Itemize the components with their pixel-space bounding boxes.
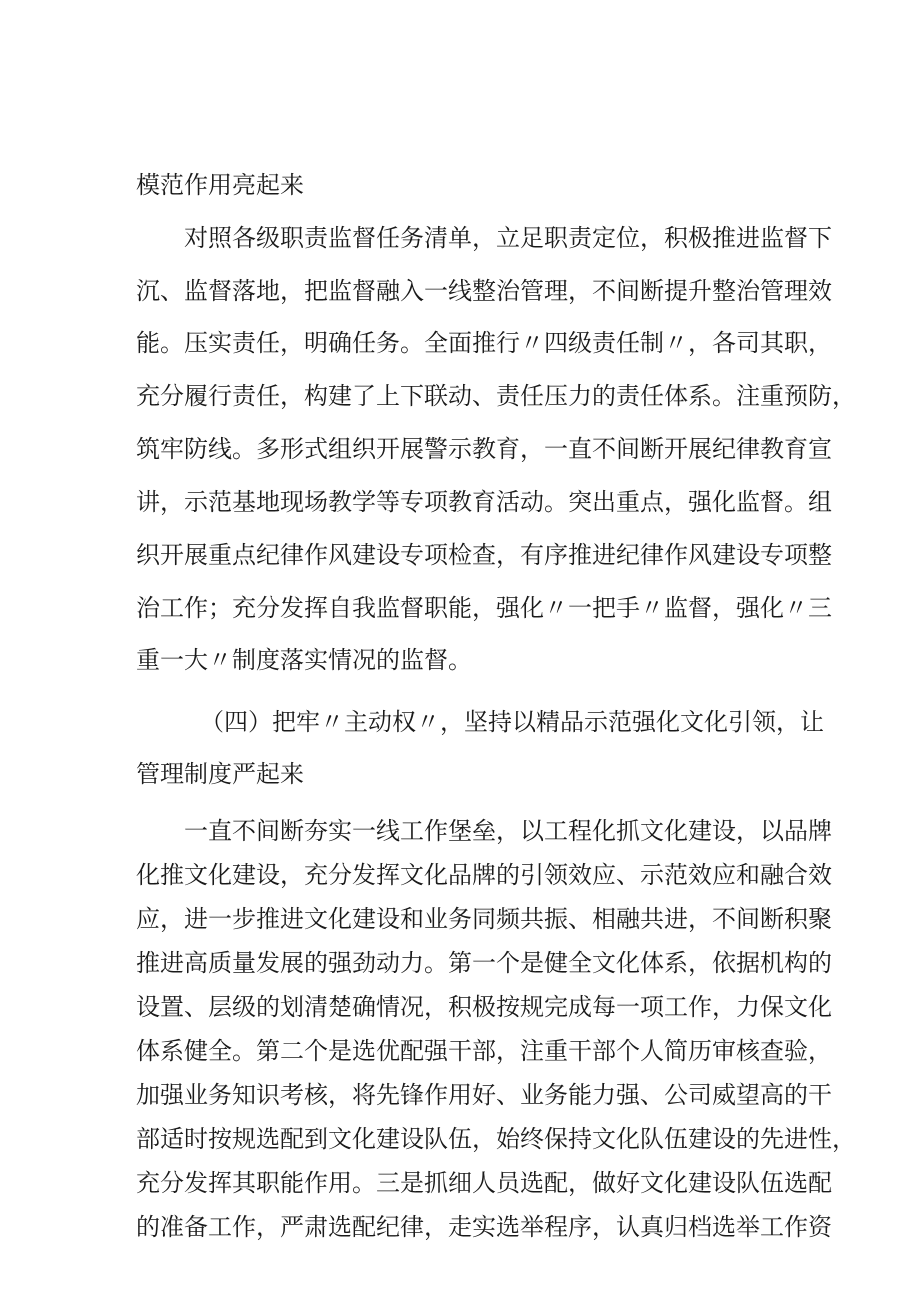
- paragraph-line: 对照各级职责监督任务清单，立足职责定位，积极推进监督下: [184, 224, 832, 252]
- paragraph-line: 沉、监督落地，把监督融入一线整治管理，不间断提升整治管理效: [136, 277, 832, 305]
- paragraph-line: 部适时按规选配到文化建设队伍，始终保持文化队伍建设的先进性，: [136, 1125, 856, 1153]
- paragraph-line: 的准备工作，严肃选配纪律，走实选举程序，认真归档选举工作资: [136, 1213, 832, 1241]
- section-heading: （四）把牢〃主动权〃，坚持以精品示范强化文化引领，让: [200, 708, 824, 736]
- paragraph-line: 能。压实责任，明确任务。全面推行〃四级责任制〃，各司其职，: [136, 329, 832, 357]
- paragraph-line: 筑牢防线。多形式组织开展警示教育，一直不间断开展纪律教育宣: [136, 435, 832, 463]
- paragraph-line: 织开展重点纪律作风建设专项检查，有序推进纪律作风建设专项整: [136, 541, 832, 569]
- paragraph-line: 推进高质量发展的强劲动力。第一个是健全文化体系，依据机构的: [136, 949, 832, 977]
- paragraph-line: 治工作；充分发挥自我监督职能，强化〃一把手〃监督，强化〃三: [136, 594, 832, 622]
- paragraph-line: 重一大〃制度落实情况的监督。: [136, 646, 472, 674]
- paragraph-line: 设置、层级的划清楚确情况，积极按规完成每一项工作，力保文化: [136, 993, 832, 1021]
- paragraph-line: 加强业务知识考核，将先锋作用好、业务能力强、公司威望高的干: [136, 1081, 832, 1109]
- section-heading: 管理制度严起来: [136, 760, 304, 788]
- paragraph-line: 化推文化建设，充分发挥文化品牌的引领效应、示范效应和融合效: [136, 861, 832, 889]
- paragraph-line: 应，进一步推进文化建设和业务同频共振、相融共进，不间断积聚: [136, 905, 832, 933]
- paragraph-line: 一直不间断夯实一线工作堡垒，以工程化抓文化建设，以品牌: [184, 817, 832, 845]
- section-heading-continuation: 模范作用亮起来: [136, 171, 304, 199]
- paragraph-line: 体系健全。第二个是选优配强干部，注重干部个人简历审核查验，: [136, 1037, 832, 1065]
- paragraph-line: 充分履行责任，构建了上下联动、责任压力的责任体系。注重预防，: [136, 382, 856, 410]
- paragraph-line: 讲，示范基地现场教学等专项教育活动。突出重点，强化监督。组: [136, 488, 832, 516]
- paragraph-line: 充分发挥其职能作用。三是抓细人员选配，做好文化建设队伍选配: [136, 1169, 832, 1197]
